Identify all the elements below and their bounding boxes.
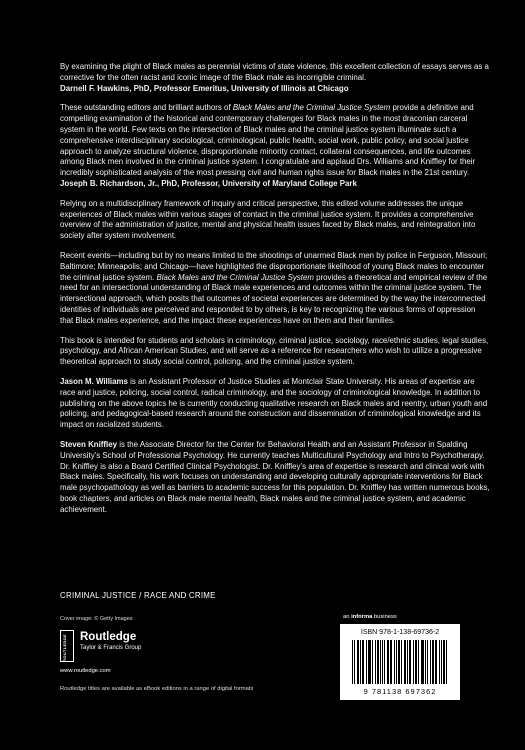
author-bio-kniffley [60, 440, 490, 516]
description-text-pre: Recent events—including but by no means limited to the shootings of unarmed Black men by police in Ferguson, Missouri; Baltimore; Minneapolis; and Chicago—have highlighted the disproportionate likelihood of young Black males to encounter the criminal justice system. [60, 250, 488, 282]
blurb-richardson [60, 103, 490, 189]
author-bio-text: is an Assistant Professor of Justice Studies at Montclair State University. His areas of expertise are race and justice, policing, social control, radical criminology, and the sociology of criminological knowledge. In addition to publishing on the above topics he is currently conducting qualitative research on Black males and reentry, urban youth and policing, and pedagogical-based research around the construction and dissemination of criminological knowledge and its impact on racialized students. [60, 376, 488, 430]
informa-brand: informa [351, 614, 373, 620]
ebook-note: Routledge titles are available as eBook editions in a range of digital formats [60, 686, 254, 692]
description-paragraph: This book is intended for students and scholars in criminology, criminal justice, sociology, race/ethnic studies, legal studies, psychology, and African American Studies, and will serve as a reference for researchers who wish to utilize a progressive theoretical approach to study social control, policing, and the criminal justice system. [60, 335, 489, 367]
publisher-group: Taylor & Francis Group [80, 645, 142, 651]
blurb-text: By examining the plight of Black males as perennial victims of state violence, this excellent collection of essays serves as a corrective for the often racist and iconic image of the Black male as incorrigible criminal. [60, 62, 489, 82]
blurb-attribution: Joseph B. Richardson, Jr., PhD, Professor, University of Maryland College Park [60, 178, 357, 188]
description-paragraph: Relying on a multidisciplinary framework of inquiry and critical perspective, this edited volume addresses the unique experiences of Black males within various stages of contact in the criminal justice system. It provides a comprehensive overview of the administration of justice, mental and physical health issues faced by Black males, and reintegration into society after system involvement. [60, 198, 476, 241]
cover-credit: Cover image: © Getty Images [60, 616, 133, 622]
routledge-mark-icon: ROUTLEDGE [60, 630, 74, 662]
publisher-logo [60, 628, 210, 674]
barcode-number: 9 781138 697362 [363, 687, 437, 696]
book-title-italic: Black Males and the Criminal Justice System [156, 272, 314, 282]
subject-category: CRIMINAL JUSTICE / RACE AND CRIME [60, 591, 216, 600]
publisher-url: www.routledge.com [60, 668, 111, 674]
author-name: Steven Kniffley [60, 439, 118, 449]
description-paragraph [60, 251, 490, 327]
blurb-attribution: Darnell F. Hawkins, PhD, Professor Emeritus, University of Illinois at Chicago [60, 83, 349, 93]
blurb-text-post: provide a definitive and compelling examination of the historical and contemporary challenges for Black males in the most draconian carceral system in the world. Few texts on the intersection of Black males and the criminal justice system illuminate such a comprehensive interdisciplinary sociological, criminological, public health, social work, public policy, and social justice approach to analyze structural violence, disproportionate minority contact, collateral consequences, and life outcomes among Black men involved in the criminal justice system. I congratulate and applaud Drs. Williams and Kniffley for their incredibly sophisticated analysis of the most pressing civil and human rights issue for Black males in the 21st century. [60, 103, 476, 178]
barcode-box [340, 624, 460, 700]
blurb-text-pre: These outstanding editors and brilliant authors of [60, 103, 233, 113]
author-name: Jason M. Williams [60, 376, 128, 386]
blurb-hawkins [60, 62, 490, 94]
publisher-name: Routledge [80, 631, 137, 643]
barcode-icon [352, 640, 448, 684]
informa-note: an informa business [343, 614, 397, 620]
author-bio-text: is the Associate Director for the Center for Behavioral Health and an Assistant Professor in Spalding University’s School of Professional Psychology. He currently teaches Multicultural Psychology and Intro to Psychotherapy. Dr. Kniffley is also a Board Certified Clinical Psychologist. Dr. Kniffley’s area of expertise is research and clinical work with Black males. Specifically, his work focuses on understanding and developing culturally appropriate interventions for Black male psychopathology as well as barriers to academic success for this population. Dr. Kniffley has written numerous books, book chapters, and articles on Black male mental health, Black males and the criminal justice system, and academic achievement. [60, 439, 490, 514]
author-bio-williams [60, 377, 490, 431]
book-title-italic: Black Males and the Criminal Justice System [232, 103, 391, 113]
isbn-label: ISBN 978-1-138-69736-2 [360, 629, 440, 636]
blurbs [60, 62, 490, 524]
description-text-post: provides a theoretical and empirical review of the need for an intersectional understanding of Black male experiences and outcomes within the criminal justice system. The intersectional approach, which posits that outcomes of societal experiences are determined by the way the interconnected identities of individuals are perceived and responded to by others, is key to recognizing the various forms of oppression that Black males experience, and the impact these experiences have on them and their families. [60, 272, 488, 325]
